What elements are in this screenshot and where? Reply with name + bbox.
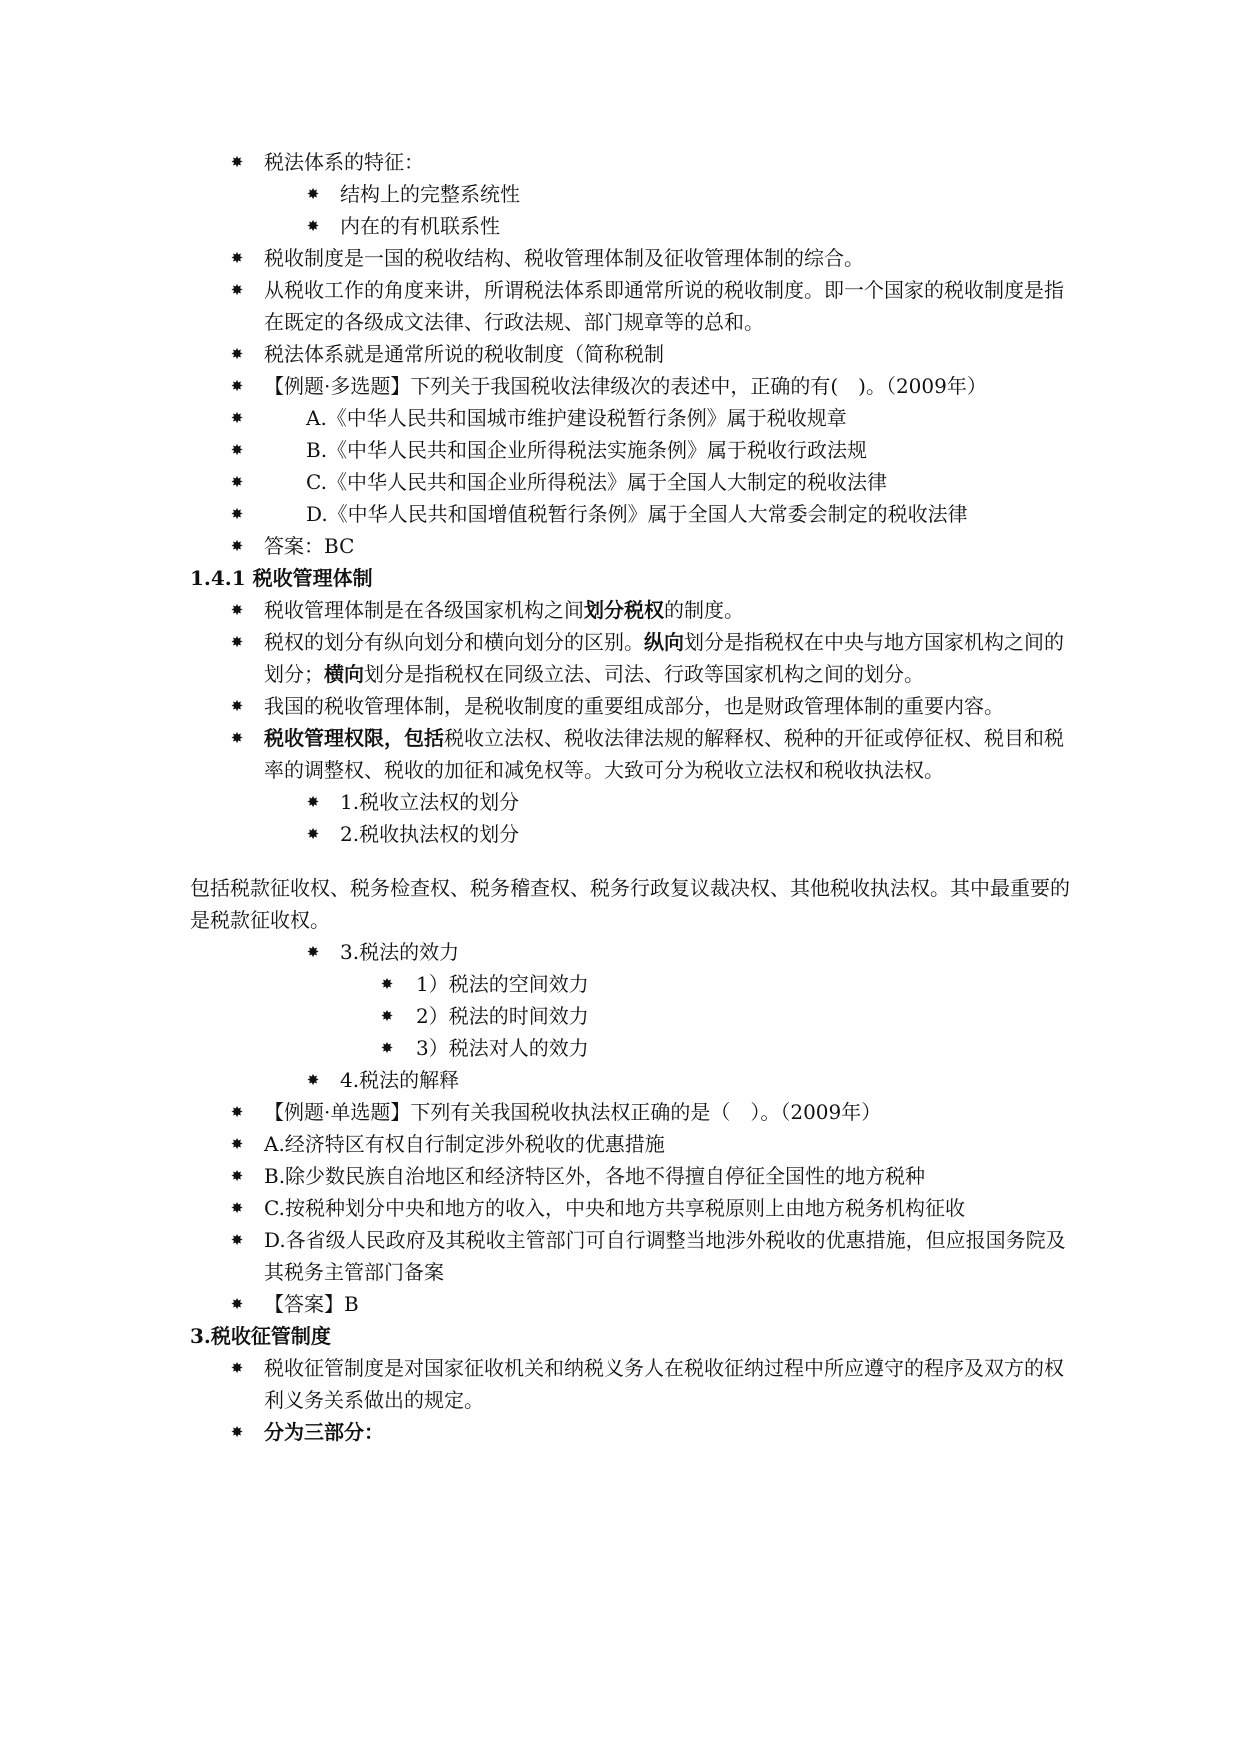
bullet-icon: ✸: [230, 409, 244, 427]
list-item: [190, 626, 1070, 690]
list-item-text: 税法体系的特征：: [264, 150, 424, 174]
list-item: [190, 1064, 1070, 1096]
bullet-icon: ✸: [230, 601, 244, 619]
answer-option: [190, 1160, 1070, 1192]
list-item-text: 4.税法的解释: [340, 1068, 460, 1092]
answer-option: [190, 1192, 1070, 1224]
question-text: 【例题·单选题】下列有关我国税收执法权正确的是（ ）。（2009年）: [264, 1100, 882, 1124]
list-item: [190, 338, 1070, 370]
bullet-icon: ✸: [380, 975, 394, 993]
bullet-icon: ✸: [230, 729, 244, 747]
question-stem: [190, 1096, 1070, 1128]
bullet-icon: ✸: [230, 1167, 244, 1185]
bullet-icon: ✸: [230, 1199, 244, 1217]
bullet-icon: ✸: [380, 1039, 394, 1057]
list-item: [190, 1000, 1070, 1032]
list-item: [190, 210, 1070, 242]
list-item: [190, 936, 1070, 968]
answer-option: [190, 498, 1070, 530]
option-text: C.按税种划分中央和地方的收入，中央和地方共享税原则上由地方税务机构征收: [264, 1196, 965, 1220]
bullet-icon: ✸: [230, 377, 244, 395]
option-text: C.《中华人民共和国企业所得税法》属于全国人大制定的税收法律: [306, 470, 887, 494]
bullet-icon: ✸: [230, 697, 244, 715]
list-item-text: 我国的税收管理体制，是税收制度的重要组成部分，也是财政管理体制的重要内容。: [264, 694, 1004, 718]
answer-option: [190, 1128, 1070, 1160]
bullet-icon: ✸: [230, 1103, 244, 1121]
list-item-text: 从税收工作的角度来讲，所谓税法体系即通常所说的税收制度。即一个国家的税收制度是指在既定的各级成文法律、行政法规、部门规章等的总和。: [264, 278, 1064, 334]
bullet-icon: ✸: [230, 1359, 244, 1377]
bullet-icon: ✸: [230, 441, 244, 459]
answer-line: [190, 530, 1070, 562]
list-item: [190, 722, 1070, 786]
list-item-text: 税权的划分有纵向划分和横向划分的区别。纵向划分是指税权在中央与地方国家机构之间的划分；横向划分是指税权在同级立法、司法、行政等国家机构之间的划分。: [264, 630, 1064, 686]
list-item-text: 3.税法的效力: [340, 940, 460, 964]
question-stem: [190, 370, 1070, 402]
bullet-icon: ✸: [306, 825, 320, 843]
bullet-icon: ✸: [230, 345, 244, 363]
option-text: B.除少数民族自治地区和经济特区外，各地不得擅自停征全国性的地方税种: [264, 1164, 926, 1188]
list-item: [190, 178, 1070, 210]
section-heading: 3.税收征管制度: [190, 1324, 331, 1348]
list-item-text: 税收管理权限，包括税收立法权、税收法律法规的解释权、税种的开征或停征权、税目和税率的调整权、税收的加征和减免权等。大致可分为税收立法权和税收执法权。: [264, 726, 1064, 782]
list-item: [190, 242, 1070, 274]
list-item-text: 2）税法的时间效力: [416, 1004, 589, 1028]
answer-text: 【答案】B: [264, 1292, 359, 1316]
list-item: [190, 690, 1070, 722]
answer-text: 答案：BC: [264, 534, 355, 558]
list-item-text: 税收制度是一国的税收结构、税收管理体制及征收管理体制的综合。: [264, 246, 864, 270]
list-item-text: 分为三部分：: [264, 1420, 384, 1444]
list-item-text: 税收征管制度是对国家征收机关和纳税义务人在税收征纳过程中所应遵守的程序及双方的权利义务关系做出的规定。: [264, 1356, 1064, 1412]
list-item: [190, 146, 1070, 178]
list-item-text: 内在的有机联系性: [340, 214, 500, 238]
bullet-icon: ✸: [230, 633, 244, 651]
option-text: D.各省级人民政府及其税收主管部门可自行调整当地涉外税收的优惠措施，但应报国务院及其税务主管部门备案: [264, 1228, 1066, 1284]
list-item-text: 1）税法的空间效力: [416, 972, 589, 996]
list-item: [190, 1032, 1070, 1064]
bullet-icon: ✸: [306, 943, 320, 961]
bullet-icon: ✸: [230, 1423, 244, 1441]
list-item: [190, 274, 1070, 338]
bullet-icon: ✸: [306, 1071, 320, 1089]
list-item-text: 税法体系就是通常所说的税收制度（简称税制: [264, 342, 664, 366]
answer-option: [190, 466, 1070, 498]
list-item: [190, 1416, 1070, 1448]
list-item: [190, 786, 1070, 818]
answer-option: [190, 434, 1070, 466]
option-text: A.经济特区有权自行制定涉外税收的优惠措施: [264, 1132, 665, 1156]
bullet-icon: ✸: [230, 153, 244, 171]
bullet-icon: ✸: [306, 793, 320, 811]
section-heading: 1.4.1 税收管理体制: [190, 566, 373, 590]
list-item-text: 结构上的完整系统性: [340, 182, 520, 206]
bullet-icon: ✸: [230, 249, 244, 267]
answer-line: [190, 1288, 1070, 1320]
option-text: D.《中华人民共和国增值税暂行条例》属于全国人大常委会制定的税收法律: [306, 502, 968, 526]
bullet-icon: ✸: [306, 185, 320, 203]
answer-option: [190, 402, 1070, 434]
bullet-icon: ✸: [230, 537, 244, 555]
list-item: [190, 818, 1070, 850]
body-paragraph: 包括税款征收权、税务检查权、税务稽查权、税务行政复议裁决权、其他税收执法权。其中最重要的是税款征收权。: [190, 876, 1070, 932]
bullet-icon: ✸: [230, 1231, 244, 1249]
option-text: B.《中华人民共和国企业所得税法实施条例》属于税收行政法规: [306, 438, 868, 462]
list-item: [190, 1352, 1070, 1416]
bullet-icon: ✸: [230, 473, 244, 491]
document-body: [190, 146, 1070, 1448]
bullet-icon: ✸: [380, 1007, 394, 1025]
list-item-text: 税收管理体制是在各级国家机构之间划分税权的制度。: [264, 598, 744, 622]
question-text: 【例题·多选题】下列关于我国税收法律级次的表述中，正确的有( )。（2009年）: [264, 374, 987, 398]
option-text: A.《中华人民共和国城市维护建设税暂行条例》属于税收规章: [306, 406, 847, 430]
bullet-icon: ✸: [230, 1135, 244, 1153]
bullet-icon: ✸: [306, 217, 320, 235]
list-item: [190, 594, 1070, 626]
list-item-text: 3）税法对人的效力: [416, 1036, 589, 1060]
list-item-text: 1.税收立法权的划分: [340, 790, 520, 814]
bullet-icon: ✸: [230, 1295, 244, 1313]
answer-option: [190, 1224, 1070, 1288]
list-item: [190, 968, 1070, 1000]
bullet-icon: ✸: [230, 505, 244, 523]
bullet-icon: ✸: [230, 281, 244, 299]
list-item-text: 2.税收执法权的划分: [340, 822, 520, 846]
